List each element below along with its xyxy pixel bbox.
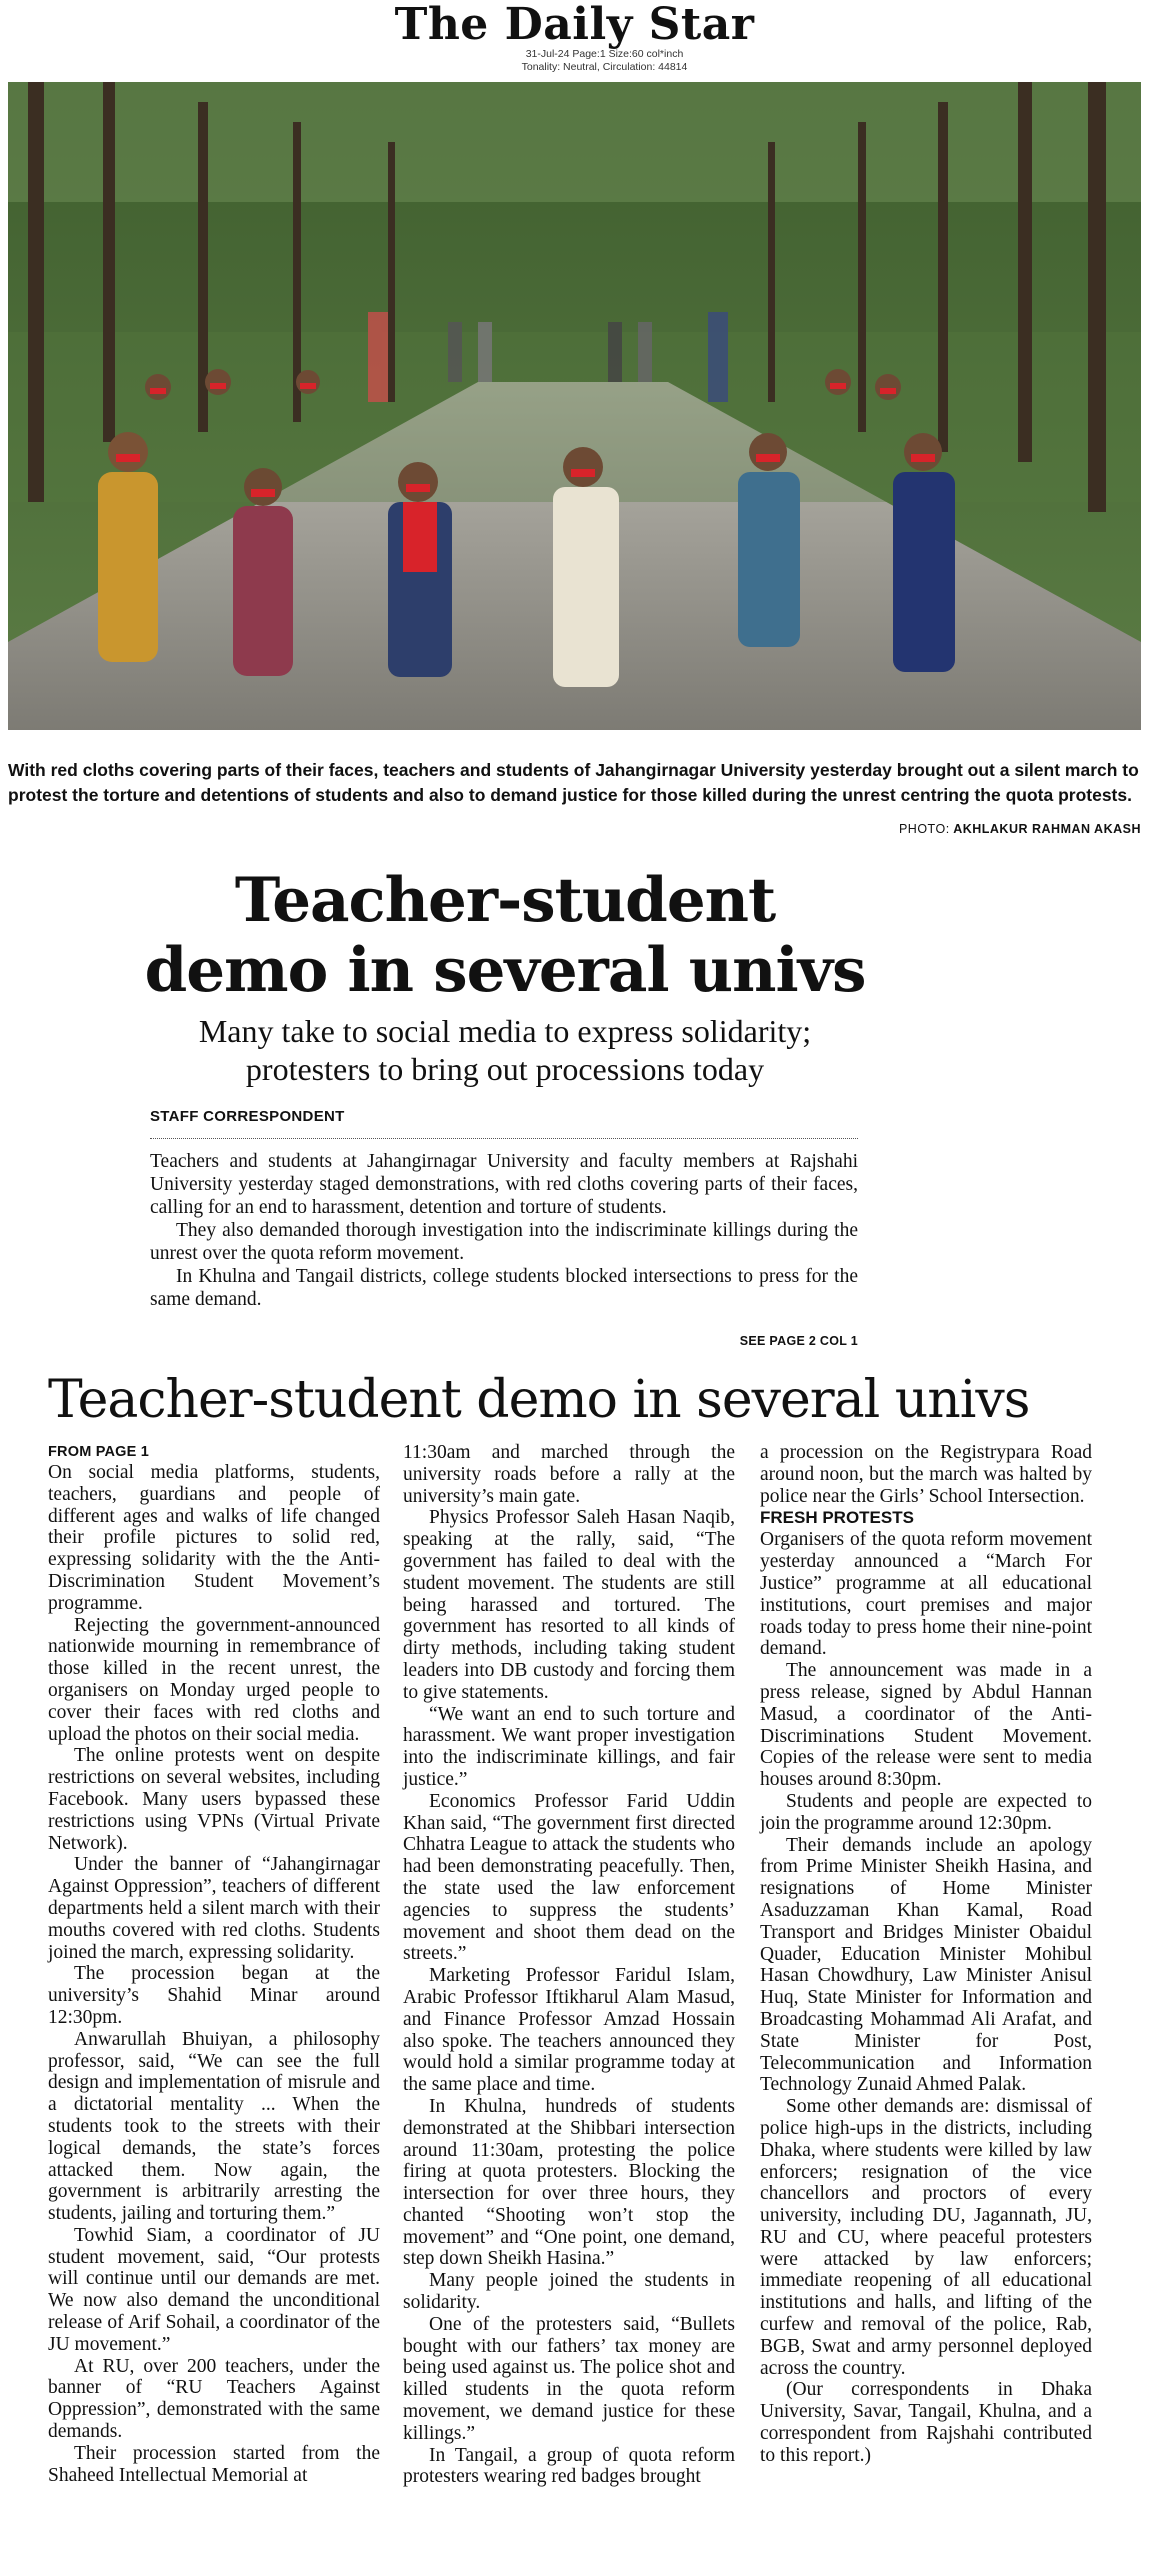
body-paragraph: Rejecting the government-announced nationwide mourning in remembrance of those killed in the recent unrest, the organisers on Monday urged people to cover their faces with red cloths and upload the photos on their social media. [48,1614,380,1745]
newspaper-logo: The Daily Star [394,0,755,50]
photo-credit-name: AKHLAKUR RAHMAN AKASH [953,822,1141,836]
section-subhead: FRESH PROTESTS [760,1508,914,1528]
column-3 [760,1442,1092,2467]
intro-paragraph: Teachers and students at Jahangirnagar University and faculty members at Rajshahi University yesterday staged demonstrations, with red cloths covering parts of their faces, calling for an end to harassment, detention and torture of students. [150,1151,858,1218]
front-subhead-line2: protesters to bring out processions today [245,1051,765,1087]
body-paragraph: In Khulna, hundreds of students demonstrated at the Shibbari intersection around 11:30am, protesting the police firing at quota protesters. Blocking the intersection for over three hours, they chanted “Shooting won’t stop the movement” and “One point, one demand, step down Sheikh Hasina.” [403,2095,735,2270]
byline-divider [150,1138,858,1139]
body-paragraph: Under the banner of “Jahangirnagar Against Oppression”, teachers of different departments held a silent march with their mouths covered with red cloths. Students joined the march, expressing solidarity. [48,1854,380,1963]
front-headline-line2: demo in several univs [144,935,866,1006]
body-paragraph: The online protests went on despite restrictions on several websites, including Facebook. Many users bypassed these restrictions using VPNs (Virtual Private Network). [48,1745,380,1854]
body-paragraph: Students and people are expected to join the programme around 12:30pm. [760,1790,1092,1834]
body-paragraph: Towhid Siam, a coordinator of JU student movement, said, “Our protests will continue until our demands are met. We now also demand the unconditional release of Arif Sohail, a coordinator of the JU movement.” [48,2224,380,2355]
body-paragraph: The procession began at the university’s Shahid Minar around 12:30pm. [48,1963,380,2028]
body-paragraph: Many people joined the students in solidarity. [403,2270,735,2314]
continuation-headline: Teacher-student demo in several univs [48,1370,1030,1430]
body-paragraph: Their procession started from the Shaheed Intellectual Memorial at [48,2442,380,2486]
byline: STAFF CORRESPONDENT [150,1108,345,1125]
front-intro [150,1150,858,1311]
body-paragraph: On social media platforms, students, teachers, guardians and people of different ages and walks of life changed their profile pictures to solid red, expressing solidarity with the the Anti-Discrimination Student Movement’s programme. [48,1462,380,1614]
body-paragraph: Anwarullah Bhuiyan, a philosophy professor, said, “We can see the full design and implementation of misrule and a dictatorial mentality ... When the students took to the streets with their logical demands, the state’s forces attacked them. Now again, the government is arbitrarily arresting the students, jailing and torturing them.” [48,2028,380,2225]
continuation-columns [48,1442,1098,2552]
clipping-meta-line2: Tonality: Neutral, Circulation: 44814 [521,61,688,73]
column-2 [403,1442,735,2488]
body-paragraph: Marketing Professor Faridul Islam, Arabic Professor Iftikharul Alam Masud, and Finance Professor Amzad Hossain also spoke. The teachers announced they would hold a similar programme today at the same place and time. [403,1965,735,2096]
body-paragraph: “We want an end to such torture and harassment. We want proper investigation into the indiscriminate killings, and fair justice.” [403,1703,735,1790]
column-1 [48,1442,380,2486]
masthead [0,0,1149,80]
from-page-label: FROM PAGE 1 [48,1444,150,1460]
photo-credit [899,822,1141,836]
body-paragraph: In Tangail, a group of quota reform protesters wearing red badges brought [403,2444,735,2488]
body-paragraph: The announcement was made in a press release, signed by Abdul Hannan Masud, a coordinator of the Anti-Discriminations Student Movement. Copies of the release were sent to media houses around 8:30pm. [760,1660,1092,1791]
front-subhead [110,1012,900,1088]
body-paragraph: Organisers of the quota reform movement yesterday announced a “March For Justice” programme at all educational institutions, court premises and major roads today to press home their nine-point demand. [760,1529,1092,1660]
body-paragraph: a procession on the Registrypara Road around noon, but the march was halted by police near the Girls’ School Intersection. [760,1442,1092,1507]
body-paragraph: Their demands include an apology from Prime Minister Sheikh Hasina, and resignations of Home Minister Asaduzzaman Khan Kamal, Road Transport and Bridges Minister Obaidul Quader, Education Minister Mohibul Hasan Chowdhury, Law Minister Anisul Huq, State Minister for Information and Broadcasting Mohammad Ali Arafat, and State Minister for Post, Telecommunication and Information Technology Zunaid Ahmed Palak. [760,1834,1092,2096]
body-paragraph: At RU, over 200 teachers, under the banner of “RU Teachers Against Oppression”, demonstrated with the same demands. [48,2355,380,2443]
intro-paragraph: They also demanded thorough investigation into the indiscriminate killings during the unrest over the quota reform movement. [150,1220,858,1264]
body-paragraph: Some other demands are: dismissal of police high-ups in the districts, including Dhaka, where students were killed by law enforcers; resignation of the vice chancellors and proctors of every university, including DU, Jagannath, JU, RU and CU, where peaceful protesters were attacked by law enforcers; immediate reopening of all educational institutions and halls, and lifting of the curfew and removal of the police, Rab, BGB, Swat and army personnel deployed across the country. [760,2096,1092,2379]
protest-march-photo [8,82,1141,730]
body-paragraph: (Our correspondents in Dhaka University, Savar, Tangail, Khulna, and a correspondent from Rajshahi contributed to this report.) [760,2379,1092,2466]
body-paragraph: Economics Professor Farid Uddin Khan said, “The government first directed Chhatra League to attack the students who had been demonstrating peacefully. Then, the state used the law enforcement agencies to suppress the students’ movement and shoot them dead on the streets.” [403,1790,735,1965]
front-headline-line1: Teacher-student [234,865,776,936]
jump-line: SEE PAGE 2 COL 1 [739,1334,858,1348]
photo-credit-prefix: PHOTO: [898,822,950,836]
front-headline [130,866,880,1006]
intro-paragraph: In Khulna and Tangail districts, college students blocked intersections to press for the same demand. [150,1266,858,1310]
body-paragraph: 11:30am and marched through the university roads before a rally at the university’s main gate. [403,1442,735,1507]
photo-caption: With red cloths covering parts of their faces, teachers and students of Jahangirnagar University yesterday brought out a silent march to protest the torture and detentions of students and also to demand justice for those killed during the unrest centring the quota protests. [8,760,1139,805]
front-subhead-line1: Many take to social media to express solidarity; [198,1013,812,1049]
body-paragraph: One of the protesters said, “Bullets bought with our fathers’ tax money are being used against us. The police shot and killed students in the quota reform movement, we demand justice for these killings.” [403,2313,735,2444]
photo-illustration [8,82,1141,730]
clipping-meta-line1: 31-Jul-24 Page:1 Size:60 col*inch [525,48,684,60]
body-paragraph: Physics Professor Saleh Hasan Naqib, speaking at the rally, said, “The government has failed to deal with the student movement. The students are still being harassed and tortured. The government has resorted to all kinds of dirty methods, including taking student leaders into DB custody and forcing them to give statements. [403,1507,735,1703]
